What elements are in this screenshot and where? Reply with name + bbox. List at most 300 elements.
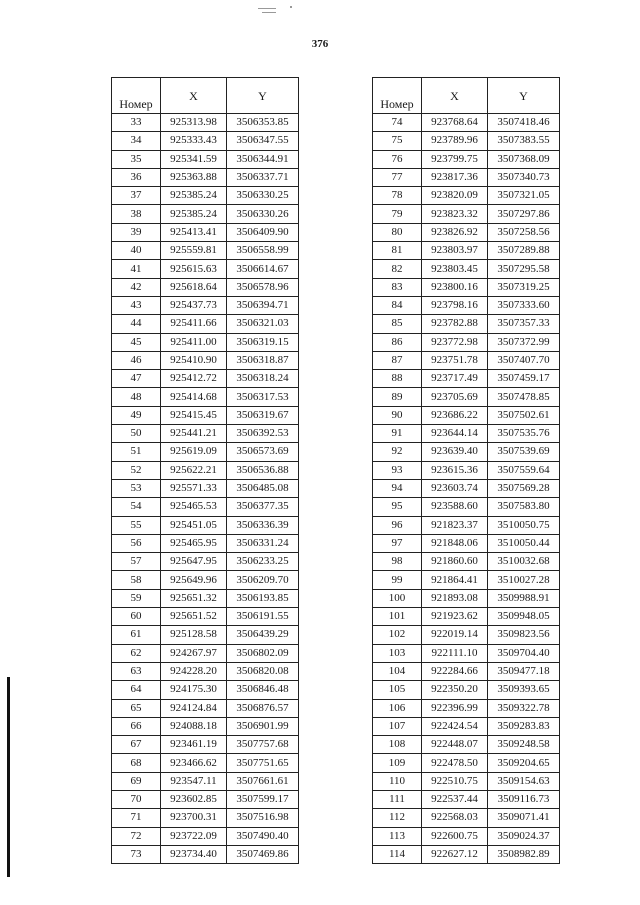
y-coordinate-cell: 3509071.41: [488, 809, 560, 827]
x-coordinate-cell: 923772.98: [422, 333, 488, 351]
y-coordinate-cell: 3507559.64: [488, 461, 560, 479]
x-coordinate-cell: 923722.09: [161, 827, 227, 845]
y-coordinate-cell: 3507295.58: [488, 260, 560, 278]
point-number-cell: 81: [373, 242, 422, 260]
y-coordinate-cell: 3509283.83: [488, 717, 560, 735]
y-coordinate-cell: 3506330.25: [227, 187, 299, 205]
x-coordinate-cell: 923734.40: [161, 845, 227, 863]
x-coordinate-cell: 923466.62: [161, 754, 227, 772]
table-row: [112, 205, 299, 223]
x-coordinate-cell: 925619.09: [161, 443, 227, 461]
x-coordinate-cell: 921848.06: [422, 534, 488, 552]
x-coordinate-cell: 923789.96: [422, 132, 488, 150]
table-row: [373, 699, 560, 717]
point-number-cell: 70: [112, 790, 161, 808]
y-coordinate-cell: 3507535.76: [488, 425, 560, 443]
point-number-cell: 102: [373, 626, 422, 644]
x-coordinate-cell: 921864.41: [422, 571, 488, 589]
point-number-cell: 104: [373, 662, 422, 680]
table-row: [112, 479, 299, 497]
header-number: Номер: [373, 78, 422, 114]
table-row: [112, 260, 299, 278]
table-row: [373, 351, 560, 369]
point-number-cell: 63: [112, 662, 161, 680]
table-row: [112, 571, 299, 589]
point-number-cell: 88: [373, 370, 422, 388]
point-number-cell: 48: [112, 388, 161, 406]
table-row: [112, 754, 299, 772]
x-coordinate-cell: 925385.24: [161, 205, 227, 223]
x-coordinate-cell: 923602.85: [161, 790, 227, 808]
table-row: [112, 790, 299, 808]
x-coordinate-cell: 925571.33: [161, 479, 227, 497]
point-number-cell: 67: [112, 736, 161, 754]
y-coordinate-cell: 3507383.55: [488, 132, 560, 150]
point-number-cell: 87: [373, 351, 422, 369]
x-coordinate-cell: 922478.50: [422, 754, 488, 772]
y-coordinate-cell: 3506578.96: [227, 278, 299, 296]
y-coordinate-cell: 3507319.25: [488, 278, 560, 296]
point-number-cell: 93: [373, 461, 422, 479]
x-coordinate-cell: 922537.44: [422, 790, 488, 808]
table-row: [112, 736, 299, 754]
point-number-cell: 59: [112, 589, 161, 607]
table-row: [373, 589, 560, 607]
point-number-cell: 71: [112, 809, 161, 827]
x-coordinate-cell: 924267.97: [161, 644, 227, 662]
table-row: [112, 370, 299, 388]
table-row: [112, 114, 299, 132]
x-coordinate-cell: 923768.64: [422, 114, 488, 132]
table-row: [373, 187, 560, 205]
point-number-cell: 113: [373, 827, 422, 845]
point-number-cell: 96: [373, 516, 422, 534]
x-coordinate-cell: 924088.18: [161, 717, 227, 735]
point-number-cell: 90: [373, 406, 422, 424]
scan-speck: [258, 8, 276, 9]
point-number-cell: 78: [373, 187, 422, 205]
y-coordinate-cell: 3509988.91: [488, 589, 560, 607]
x-coordinate-cell: 925413.41: [161, 223, 227, 241]
y-coordinate-cell: 3507478.85: [488, 388, 560, 406]
table-row: [112, 168, 299, 186]
table-row: [112, 699, 299, 717]
page-number: 376: [311, 38, 329, 50]
point-number-cell: 56: [112, 534, 161, 552]
point-number-cell: 100: [373, 589, 422, 607]
x-coordinate-cell: 923547.11: [161, 772, 227, 790]
table-row: [373, 479, 560, 497]
x-coordinate-cell: 925649.96: [161, 571, 227, 589]
table-row: [112, 827, 299, 845]
point-number-cell: 40: [112, 242, 161, 260]
y-coordinate-cell: 3509322.78: [488, 699, 560, 717]
y-coordinate-cell: 3507321.05: [488, 187, 560, 205]
x-coordinate-cell: 923803.45: [422, 260, 488, 278]
y-coordinate-cell: 3509477.18: [488, 662, 560, 680]
y-coordinate-cell: 3506319.67: [227, 406, 299, 424]
table-row: [373, 717, 560, 735]
point-number-cell: 76: [373, 150, 422, 168]
table-row: [373, 205, 560, 223]
table-row: [112, 644, 299, 662]
point-number-cell: 111: [373, 790, 422, 808]
point-number-cell: 49: [112, 406, 161, 424]
point-number-cell: 106: [373, 699, 422, 717]
x-coordinate-cell: 923820.09: [422, 187, 488, 205]
x-coordinate-cell: 923823.32: [422, 205, 488, 223]
table-row: [373, 406, 560, 424]
point-number-cell: 75: [373, 132, 422, 150]
table-row: [373, 571, 560, 589]
x-coordinate-cell: 922019.14: [422, 626, 488, 644]
table-row: [373, 388, 560, 406]
y-coordinate-cell: 3510027.28: [488, 571, 560, 589]
y-coordinate-cell: 3509704.40: [488, 644, 560, 662]
y-coordinate-cell: 3509823.56: [488, 626, 560, 644]
point-number-cell: 44: [112, 315, 161, 333]
x-coordinate-cell: 925651.32: [161, 589, 227, 607]
table-row: [373, 809, 560, 827]
y-coordinate-cell: 3507333.60: [488, 296, 560, 314]
point-number-cell: 33: [112, 114, 161, 132]
y-coordinate-cell: 3509248.58: [488, 736, 560, 754]
table-row: [112, 296, 299, 314]
table-row: [373, 626, 560, 644]
table-row: [112, 425, 299, 443]
y-coordinate-cell: 3506337.71: [227, 168, 299, 186]
y-coordinate-cell: 3509204.65: [488, 754, 560, 772]
header-x: X: [422, 78, 488, 114]
point-number-cell: 74: [373, 114, 422, 132]
point-number-cell: 37: [112, 187, 161, 205]
y-coordinate-cell: 3506233.25: [227, 553, 299, 571]
x-coordinate-cell: 922284.66: [422, 662, 488, 680]
table-row: [373, 662, 560, 680]
scan-speck: [262, 12, 276, 13]
y-coordinate-cell: 3507289.88: [488, 242, 560, 260]
table-row: [373, 516, 560, 534]
table-row: [373, 223, 560, 241]
point-number-cell: 41: [112, 260, 161, 278]
table-row: [373, 168, 560, 186]
table-row: [373, 132, 560, 150]
y-coordinate-cell: 3506536.88: [227, 461, 299, 479]
x-coordinate-cell: 925411.66: [161, 315, 227, 333]
point-number-cell: 79: [373, 205, 422, 223]
table-row: [112, 845, 299, 863]
y-coordinate-cell: 3507469.86: [227, 845, 299, 863]
scan-margin-bar: [7, 677, 10, 877]
point-number-cell: 80: [373, 223, 422, 241]
y-coordinate-cell: 3507583.80: [488, 498, 560, 516]
y-coordinate-cell: 3507490.40: [227, 827, 299, 845]
table-row: [373, 296, 560, 314]
x-coordinate-cell: 923817.36: [422, 168, 488, 186]
x-coordinate-cell: 925647.95: [161, 553, 227, 571]
y-coordinate-cell: 3506846.48: [227, 681, 299, 699]
y-coordinate-cell: 3508982.89: [488, 845, 560, 863]
point-number-cell: 114: [373, 845, 422, 863]
x-coordinate-cell: 922111.10: [422, 644, 488, 662]
point-number-cell: 86: [373, 333, 422, 351]
y-coordinate-cell: 3506409.90: [227, 223, 299, 241]
x-coordinate-cell: 923751.78: [422, 351, 488, 369]
table-row: [112, 278, 299, 296]
point-number-cell: 46: [112, 351, 161, 369]
y-coordinate-cell: 3506394.71: [227, 296, 299, 314]
y-coordinate-cell: 3506485.08: [227, 479, 299, 497]
point-number-cell: 62: [112, 644, 161, 662]
point-number-cell: 50: [112, 425, 161, 443]
y-coordinate-cell: 3509116.73: [488, 790, 560, 808]
header-number: Номер: [112, 78, 161, 114]
x-coordinate-cell: 922627.12: [422, 845, 488, 863]
coordinates-table-right: [372, 77, 560, 864]
point-number-cell: 101: [373, 608, 422, 626]
table-row: [112, 242, 299, 260]
point-number-cell: 98: [373, 553, 422, 571]
table-header-row: [112, 78, 299, 114]
y-coordinate-cell: 3507516.98: [227, 809, 299, 827]
point-number-cell: 89: [373, 388, 422, 406]
table-row: [373, 608, 560, 626]
table-row: [112, 333, 299, 351]
x-coordinate-cell: 925465.95: [161, 534, 227, 552]
table-row: [373, 461, 560, 479]
x-coordinate-cell: 925415.45: [161, 406, 227, 424]
x-coordinate-cell: 923588.60: [422, 498, 488, 516]
y-coordinate-cell: 3507368.09: [488, 150, 560, 168]
point-number-cell: 57: [112, 553, 161, 571]
x-coordinate-cell: 925412.72: [161, 370, 227, 388]
point-number-cell: 73: [112, 845, 161, 863]
table-row: [373, 754, 560, 772]
table-row: [373, 644, 560, 662]
y-coordinate-cell: 3506344.91: [227, 150, 299, 168]
x-coordinate-cell: 923800.16: [422, 278, 488, 296]
x-coordinate-cell: 923615.36: [422, 461, 488, 479]
point-number-cell: 108: [373, 736, 422, 754]
y-coordinate-cell: 3509948.05: [488, 608, 560, 626]
x-coordinate-cell: 925341.59: [161, 150, 227, 168]
table-row: [373, 425, 560, 443]
x-coordinate-cell: 925618.64: [161, 278, 227, 296]
y-coordinate-cell: 3506318.87: [227, 351, 299, 369]
x-coordinate-cell: 922350.20: [422, 681, 488, 699]
point-number-cell: 83: [373, 278, 422, 296]
y-coordinate-cell: 3506331.24: [227, 534, 299, 552]
point-number-cell: 52: [112, 461, 161, 479]
table-row: [373, 443, 560, 461]
x-coordinate-cell: 925559.81: [161, 242, 227, 260]
x-coordinate-cell: 922448.07: [422, 736, 488, 754]
y-coordinate-cell: 3506347.55: [227, 132, 299, 150]
table-row: [112, 406, 299, 424]
table-row: [112, 809, 299, 827]
table-row: [373, 315, 560, 333]
scan-speck: [290, 6, 292, 8]
x-coordinate-cell: 924175.30: [161, 681, 227, 699]
y-coordinate-cell: 3507661.61: [227, 772, 299, 790]
header-y: Y: [227, 78, 299, 114]
point-number-cell: 95: [373, 498, 422, 516]
point-number-cell: 42: [112, 278, 161, 296]
y-coordinate-cell: 3506901.99: [227, 717, 299, 735]
y-coordinate-cell: 3507569.28: [488, 479, 560, 497]
table-row: [373, 827, 560, 845]
y-coordinate-cell: 3510050.44: [488, 534, 560, 552]
point-number-cell: 103: [373, 644, 422, 662]
y-coordinate-cell: 3507418.46: [488, 114, 560, 132]
table-row: [373, 278, 560, 296]
point-number-cell: 92: [373, 443, 422, 461]
x-coordinate-cell: 925128.58: [161, 626, 227, 644]
x-coordinate-cell: 923799.75: [422, 150, 488, 168]
point-number-cell: 36: [112, 168, 161, 186]
x-coordinate-cell: 925414.68: [161, 388, 227, 406]
x-coordinate-cell: 925363.88: [161, 168, 227, 186]
x-coordinate-cell: 922568.03: [422, 809, 488, 827]
table-row: [112, 553, 299, 571]
table-row: [373, 772, 560, 790]
table-row: [373, 845, 560, 863]
x-coordinate-cell: 923826.92: [422, 223, 488, 241]
x-coordinate-cell: 922424.54: [422, 717, 488, 735]
table-header-row: [373, 78, 560, 114]
table-row: [112, 315, 299, 333]
table-row: [373, 498, 560, 516]
x-coordinate-cell: 923461.19: [161, 736, 227, 754]
x-coordinate-cell: 922396.99: [422, 699, 488, 717]
table-row: [112, 589, 299, 607]
point-number-cell: 85: [373, 315, 422, 333]
y-coordinate-cell: 3506392.53: [227, 425, 299, 443]
point-number-cell: 51: [112, 443, 161, 461]
point-number-cell: 94: [373, 479, 422, 497]
x-coordinate-cell: 924228.20: [161, 662, 227, 680]
y-coordinate-cell: 3506614.67: [227, 260, 299, 278]
point-number-cell: 58: [112, 571, 161, 589]
x-coordinate-cell: 923798.16: [422, 296, 488, 314]
y-coordinate-cell: 3506319.15: [227, 333, 299, 351]
header-y: Y: [488, 78, 560, 114]
y-coordinate-cell: 3506820.08: [227, 662, 299, 680]
y-coordinate-cell: 3506377.35: [227, 498, 299, 516]
point-number-cell: 47: [112, 370, 161, 388]
point-number-cell: 97: [373, 534, 422, 552]
x-coordinate-cell: 923717.49: [422, 370, 488, 388]
y-coordinate-cell: 3506558.99: [227, 242, 299, 260]
point-number-cell: 38: [112, 205, 161, 223]
table-row: [373, 114, 560, 132]
x-coordinate-cell: 921823.37: [422, 516, 488, 534]
y-coordinate-cell: 3507459.17: [488, 370, 560, 388]
table-row: [373, 150, 560, 168]
y-coordinate-cell: 3506193.85: [227, 589, 299, 607]
point-number-cell: 66: [112, 717, 161, 735]
point-number-cell: 35: [112, 150, 161, 168]
header-x: X: [161, 78, 227, 114]
y-coordinate-cell: 3509154.63: [488, 772, 560, 790]
point-number-cell: 112: [373, 809, 422, 827]
x-coordinate-cell: 925615.63: [161, 260, 227, 278]
table-row: [373, 534, 560, 552]
table-row: [112, 534, 299, 552]
table-row: [112, 150, 299, 168]
point-number-cell: 43: [112, 296, 161, 314]
table-row: [112, 443, 299, 461]
x-coordinate-cell: 921923.62: [422, 608, 488, 626]
x-coordinate-cell: 924124.84: [161, 699, 227, 717]
table-row: [373, 370, 560, 388]
x-coordinate-cell: 925410.90: [161, 351, 227, 369]
point-number-cell: 39: [112, 223, 161, 241]
y-coordinate-cell: 3507407.70: [488, 351, 560, 369]
point-number-cell: 61: [112, 626, 161, 644]
y-coordinate-cell: 3506439.29: [227, 626, 299, 644]
x-coordinate-cell: 923603.74: [422, 479, 488, 497]
table-row: [373, 260, 560, 278]
point-number-cell: 69: [112, 772, 161, 790]
x-coordinate-cell: 925313.98: [161, 114, 227, 132]
point-number-cell: 82: [373, 260, 422, 278]
x-coordinate-cell: 925465.53: [161, 498, 227, 516]
y-coordinate-cell: 3509024.37: [488, 827, 560, 845]
x-coordinate-cell: 922600.75: [422, 827, 488, 845]
table-row: [112, 772, 299, 790]
x-coordinate-cell: 923705.69: [422, 388, 488, 406]
point-number-cell: 110: [373, 772, 422, 790]
table-row: [112, 717, 299, 735]
table-row: [112, 187, 299, 205]
point-number-cell: 99: [373, 571, 422, 589]
point-number-cell: 91: [373, 425, 422, 443]
table-row: [112, 681, 299, 699]
table-row: [112, 608, 299, 626]
y-coordinate-cell: 3506353.85: [227, 114, 299, 132]
y-coordinate-cell: 3506191.55: [227, 608, 299, 626]
coordinates-table-left: [111, 77, 299, 864]
table-row: [373, 681, 560, 699]
x-coordinate-cell: 925651.52: [161, 608, 227, 626]
x-coordinate-cell: 925441.21: [161, 425, 227, 443]
x-coordinate-cell: 923639.40: [422, 443, 488, 461]
y-coordinate-cell: 3509393.65: [488, 681, 560, 699]
y-coordinate-cell: 3507357.33: [488, 315, 560, 333]
x-coordinate-cell: 925622.21: [161, 461, 227, 479]
table-row: [112, 662, 299, 680]
table-row: [112, 388, 299, 406]
y-coordinate-cell: 3506336.39: [227, 516, 299, 534]
point-number-cell: 53: [112, 479, 161, 497]
x-coordinate-cell: 923803.97: [422, 242, 488, 260]
x-coordinate-cell: 925385.24: [161, 187, 227, 205]
point-number-cell: 55: [112, 516, 161, 534]
y-coordinate-cell: 3506209.70: [227, 571, 299, 589]
y-coordinate-cell: 3506330.26: [227, 205, 299, 223]
y-coordinate-cell: 3506573.69: [227, 443, 299, 461]
x-coordinate-cell: 925437.73: [161, 296, 227, 314]
y-coordinate-cell: 3506876.57: [227, 699, 299, 717]
y-coordinate-cell: 3507340.73: [488, 168, 560, 186]
x-coordinate-cell: 921860.60: [422, 553, 488, 571]
point-number-cell: 45: [112, 333, 161, 351]
y-coordinate-cell: 3507751.65: [227, 754, 299, 772]
table-row: [373, 736, 560, 754]
point-number-cell: 60: [112, 608, 161, 626]
table-row: [112, 461, 299, 479]
